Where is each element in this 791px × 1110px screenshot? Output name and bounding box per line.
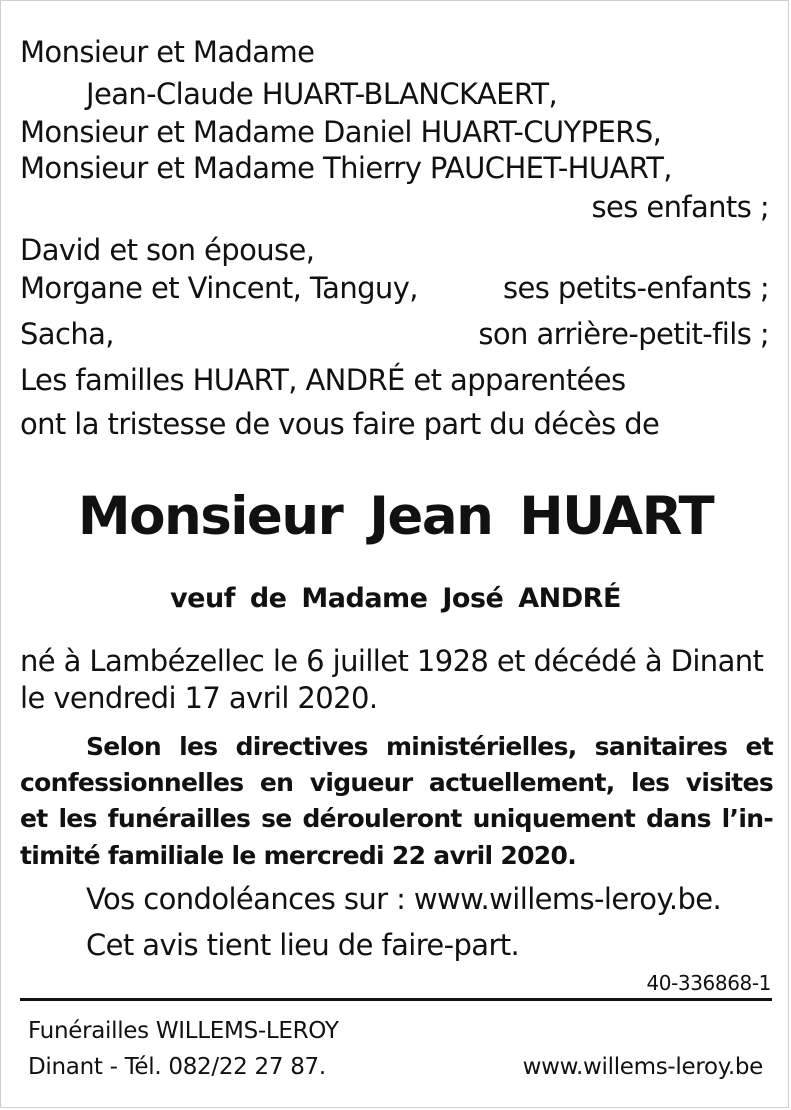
- grandchildren-label: ses petits-enfants ;: [503, 271, 769, 305]
- funeral-home-name: Funérailles WILLEMS-LEROY: [28, 1018, 339, 1044]
- footer-divider: [20, 998, 772, 1001]
- funeral-line-3: et les funérailles se dérouleront uniquement dans l’in-: [20, 804, 773, 833]
- deceased-name: Monsieur Jean HUART: [77, 486, 714, 547]
- notice-line: Cet avis tient lieu de faire-part.: [86, 928, 520, 962]
- birth-death-line-1: né à Lambézellec le 6 juillet 1928 et décédé à Dinant: [20, 644, 764, 678]
- funeral-home-website: www.willems-leroy.be: [522, 1054, 763, 1080]
- reference-number: 40-336868-1: [646, 971, 771, 995]
- family-line-2: Jean-Claude HUART-BLANCKAERT,: [86, 77, 558, 111]
- family-line-1: Monsieur et Madame: [20, 35, 315, 69]
- funeral-line-4: timité familiale le mercredi 22 avril 2020.: [20, 841, 576, 870]
- birth-death-line-2: le vendredi 17 avril 2020.: [20, 681, 378, 715]
- condolences-line: Vos condoléances sur : www.willems-leroy.be.: [86, 882, 722, 916]
- funeral-home-contact: Dinant - Tél. 082/22 27 87.: [28, 1054, 326, 1080]
- grandchildren-line-2: Morgane et Vincent, Tanguy,: [20, 271, 418, 305]
- grandchildren-line-1: David et son épouse,: [20, 233, 315, 267]
- families-line: Les familles HUART, ANDRÉ et apparentées: [20, 363, 626, 397]
- great-grandchild-name: Sacha,: [20, 317, 114, 351]
- family-line-3: Monsieur et Madame Daniel HUART-CUYPERS,: [20, 115, 662, 149]
- sorrow-line: ont la tristesse de vous faire part du décès de: [20, 407, 660, 441]
- funeral-line-1: Selon les directives ministérielles, sanitaires et: [86, 732, 773, 761]
- family-line-4: Monsieur et Madame Thierry PAUCHET-HUART,: [20, 151, 672, 185]
- children-label: ses enfants ;: [591, 190, 769, 224]
- great-grandchild-label: son arrière-petit-fils ;: [478, 317, 769, 351]
- widower-line: veuf de Madame José ANDRÉ: [170, 583, 621, 614]
- funeral-line-2: confessionnelles en vigueur actuellement, les visites: [20, 768, 773, 797]
